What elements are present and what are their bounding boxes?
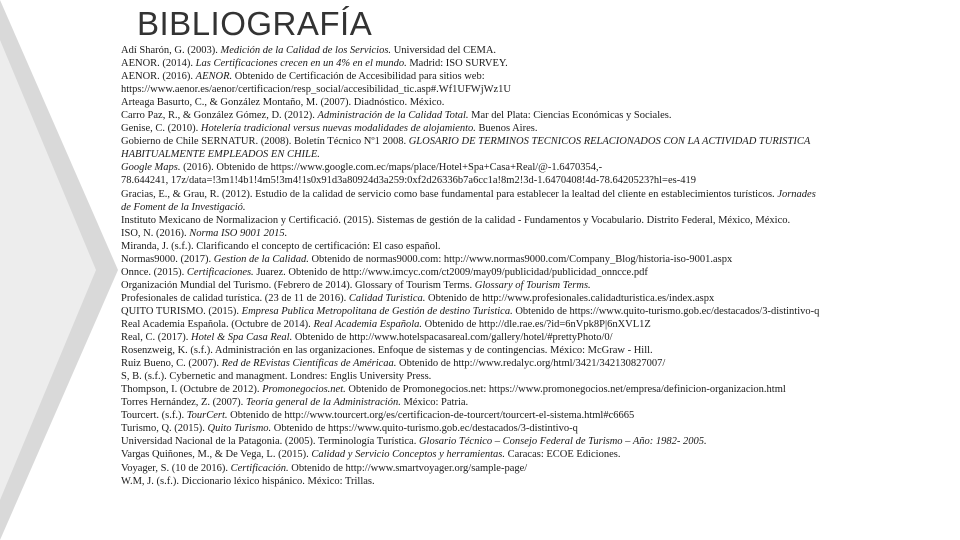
reference-text: Gracias, E., & Grau, R. (2012). Estudio de la calidad de servicio como base fundamental para establecer la lealtad del cliente en establecimientos turísticos. [121, 188, 778, 200]
reference-line [121, 70, 941, 83]
reference-italic-text: Empresa Publica Metropolitana de Gestión de destino Turistica. [241, 305, 513, 317]
reference-italic-text: Gestion de la Calidad. [213, 253, 309, 265]
reference-text: Real, C. (2017). [121, 332, 191, 344]
reference-text: AENOR. (2014). [121, 58, 196, 70]
reference-text: Normas9000. (2017). [121, 253, 214, 265]
reference-line [121, 109, 941, 122]
reference-text: Obtenido de Certificación de Accesibilidad para sitios web: [232, 71, 485, 83]
reference-text: Caracas: ECOE Ediciones. [504, 449, 621, 461]
reference-text: Obtenido de http://dle.rae.es/?id=6nVpk8P|6nXVL1Z [422, 318, 651, 330]
reference-text: Gobierno de Chile SERNATUR. (2008). Boletín Técnico Nº1 2008. [121, 136, 409, 148]
reference-italic-text: Hotel & Spa Casa Real. [191, 332, 293, 344]
reference-text: Arteaga Basurto, C., & González Montaño, M. (2007). Diadnóstico. México. [121, 97, 445, 109]
reference-text: Genise, C. (2010). [121, 123, 201, 135]
reference-line [121, 57, 941, 70]
reference-italic-text: GLOSARIO DE TERMINOS TECNICOS RELACIONADOS CON LA ACTIVIDAD TURISTICA [408, 136, 811, 148]
reference-text: Obtenido de http://www.hotelspacasareal.com/gallery/hotel/#prettyPhoto/0/ [292, 332, 613, 344]
reference-line [121, 305, 941, 318]
reference-italic-text: de Foment de la Investigació. [121, 201, 246, 213]
reference-text: (2016). Obtenido de https://www.google.com.ec/maps/place/Hotel+Spa+Casa+Real/@-1.6470354,- [180, 162, 603, 174]
reference-line [121, 135, 941, 148]
reference-line [121, 292, 941, 305]
reference-italic-text: Jornades [777, 188, 816, 200]
reference-text: Profesionales de calidad turística. (23 de 11 de 2016). [121, 292, 349, 304]
reference-italic-text: Google Maps. [121, 162, 181, 174]
reference-italic-text: Quito Turismo. [207, 423, 272, 435]
reference-text: https://www.aenor.es/aenor/certificacion/resp_social/accesibilidad_tic.asp#.Wf1UFWjWz1U [121, 84, 512, 96]
reference-line [121, 96, 941, 109]
reference-text: Rosenzweig, K. (s.f.). Administración en las organizaciones. Enfoque de sistemas y de contingencias. México: McGraw - Hill. [121, 345, 653, 357]
reference-text: Thompson, I. (Octubre de 2012). [121, 384, 263, 396]
reference-text: W.M, J. (s.f.). Diccionario léxico hispánico. México: Trillas. [121, 475, 375, 487]
reference-italic-text: Promonegocios.net. [262, 384, 346, 396]
reference-text: ISO, N. (2016). [121, 227, 190, 239]
reference-italic-text: Red de REvistas Científicas de Américaa. [221, 358, 397, 370]
reference-line [121, 357, 941, 370]
reference-italic-text: HABITUALMENTE EMPLEADOS EN CHILE. [121, 149, 320, 161]
reference-line [121, 201, 941, 214]
reference-text: Mar del Plata: Ciencias Económicas y Sociales. [468, 110, 672, 122]
reference-line [121, 266, 941, 279]
reference-line [121, 240, 941, 253]
reference-text: AENOR. (2016). [121, 71, 196, 83]
reference-line [121, 188, 941, 201]
reference-italic-text: Las Certificaciones crecen en un 4% en el mundo. [195, 58, 407, 70]
reference-text: Torres Hernández, Z. (2007). [121, 397, 246, 409]
reference-text: Onnce. (2015). [121, 266, 187, 278]
reference-text: Obtenido de http://www.redalyc.org/html/3421/342130827007/ [396, 358, 666, 370]
reference-italic-text: Real Academia Española. [313, 318, 423, 330]
reference-line [121, 161, 941, 174]
reference-italic-text: Administración de la Calidad Total. [317, 110, 469, 122]
reference-line [121, 422, 941, 435]
reference-line [121, 253, 941, 266]
reference-italic-text: Hotelería tradicional versus nuevas modalidades de alojamiento. [200, 123, 476, 135]
reference-text: Obtenido de normas9000.com: http://www.normas9000.com/Company_Blog/historia-iso-9001.aspx [308, 253, 733, 265]
reference-text: Instituto Mexicano de Normalizacion y Certificació. (2015). Sistemas de gestión de la calidad - Fundamentos y Vocabulario. Distrito Federal, México, México. [121, 214, 791, 226]
reference-line [121, 148, 941, 161]
reference-text: Universidad Nacional de la Patagonia. (2005). Terminología Turística. [121, 436, 419, 448]
reference-italic-text: Glossary of Tourism Terms. [474, 279, 591, 291]
reference-italic-text: Calidad Turistica. [348, 292, 426, 304]
arrow-decoration [0, 0, 118, 540]
reference-text: QUITO TURISMO. (2015). [121, 305, 242, 317]
arrow-shape-light [0, 40, 96, 500]
reference-line [121, 383, 941, 396]
reference-line [121, 122, 941, 135]
reference-line [121, 331, 941, 344]
reference-italic-text: Certificaciones. [186, 266, 254, 278]
reference-text: Obtenido de Promonegocios.net: https://www.promonegocios.net/empresa/definicion-organizacion.html [345, 384, 786, 396]
reference-line [121, 435, 941, 448]
reference-italic-text: Glosario Técnico – Consejo Federal de Turismo – Año: 1982- 2005. [418, 436, 707, 448]
reference-text: Turismo, Q. (2015). [121, 423, 208, 435]
reference-line [121, 475, 941, 488]
reference-text: Buenos Aires. [475, 123, 538, 135]
reference-italic-text: Teoría general de la Administración. [245, 397, 401, 409]
reference-text: Obtenido de https://www.quito-turismo.gob.ec/destacados/3-distintivo-q [512, 305, 820, 317]
reference-line [121, 448, 941, 461]
reference-text: Ruiz Bueno, C. (2007). [121, 358, 222, 370]
reference-line [121, 44, 941, 57]
reference-text: S, B. (s.f.). Cybernetic and managment. Londres: Englis University Press. [121, 371, 432, 383]
reference-text: Vargas Quiñones, M., & De Vega, L. (2015). [121, 449, 312, 461]
reference-line [121, 214, 941, 227]
reference-line [121, 344, 941, 357]
reference-text: Universidad del CEMA. [391, 45, 497, 56]
reference-text: Organización Mundial del Turismo. (Febrero de 2014). Glossary of Tourism Terms. [121, 279, 475, 291]
reference-line [121, 227, 941, 240]
reference-line [121, 462, 941, 475]
reference-line [121, 409, 941, 422]
reference-text: Obtenido de http://www.tourcert.org/es/certificacion-de-tourcert/tourcert-el-sistema.html#c6665 [227, 410, 635, 422]
reference-text: Tourcert. (s.f.). [121, 410, 187, 422]
reference-italic-text: Calidad y Servicio Conceptos y herramientas. [311, 449, 505, 461]
reference-italic-text: Certificación. [230, 462, 289, 474]
reference-line [121, 370, 941, 383]
reference-text: Juarez. Obtenido de http://www.imcyc.com/ct2009/may09/publicidad/publicidad_onncce.pdf [253, 266, 648, 278]
reference-text: Obtenido de http://www.profesionales.calidadturistica.es/index.aspx [425, 292, 715, 304]
reference-text: Carro Paz, R., & González Gómez, D. (2012). [121, 110, 318, 122]
reference-text: Miranda, J. (s.f.). Clarificando el concepto de certificación: El caso español. [121, 240, 441, 252]
reference-text: Obtenido de http://www.smartvoyager.org/sample-page/ [288, 462, 528, 474]
reference-line [121, 83, 941, 96]
reference-text: Real Academia Española. (Octubre de 2014). [121, 318, 314, 330]
reference-italic-text: Norma ISO 9001 2015. [189, 227, 288, 239]
reference-line [121, 318, 941, 331]
reference-line [121, 174, 941, 187]
reference-italic-text: Medición de la Calidad de los Servicios. [220, 45, 392, 56]
reference-line [121, 279, 941, 292]
reference-list [121, 44, 941, 488]
reference-text: Voyager, S. (10 de 2016). [121, 462, 231, 474]
page-title: BIBLIOGRAFÍA [137, 5, 373, 42]
reference-text: México: Patria. [400, 397, 469, 409]
reference-line [121, 396, 941, 409]
reference-italic-text: AENOR. [195, 71, 233, 83]
reference-text: Adí Sharón, G. (2003). [121, 45, 221, 56]
reference-italic-text: TourCert. [186, 410, 228, 422]
reference-text: 78.644241, 17z/data=!3m1!4b1!4m5!3m4!1s0x91d3a80924d3a259:0xf2d26336b7a6cc1a!8m2!3d-1.6470408!4d-78.6420523?hl=es-419 [121, 175, 696, 187]
reference-text: Madrid: ISO SURVEY. [406, 58, 508, 70]
reference-text: Obtenido de https://www.quito-turismo.gob.ec/destacados/3-distintivo-q [271, 423, 578, 435]
